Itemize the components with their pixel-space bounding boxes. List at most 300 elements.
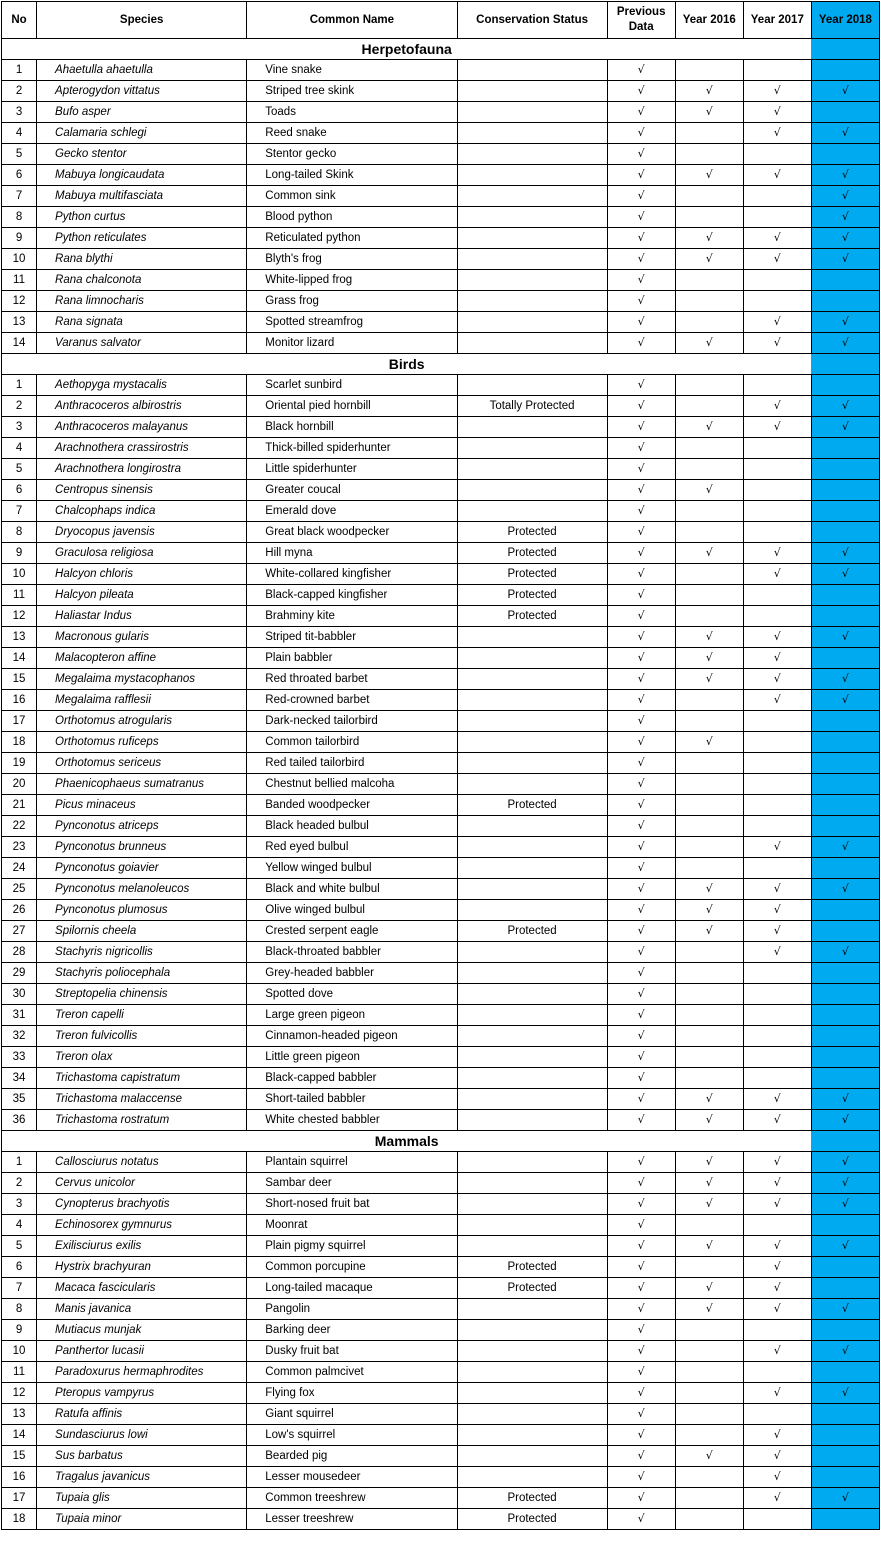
year-2018-cell <box>811 753 879 774</box>
previous-data-cell <box>607 1068 675 1089</box>
row-number: 18 <box>2 1509 37 1530</box>
check-mark-icon: √ <box>637 504 645 517</box>
table-row <box>2 1026 880 1047</box>
table-row <box>2 228 880 249</box>
species-name: Anthracoceros malayanus <box>37 417 247 438</box>
table-row <box>2 522 880 543</box>
check-mark-icon: √ <box>773 315 781 328</box>
table-row <box>2 1299 880 1320</box>
species-name: Callosciurus notatus <box>37 1152 247 1173</box>
check-mark-icon: √ <box>637 1428 645 1441</box>
check-mark-icon: √ <box>637 1491 645 1504</box>
common-name: Common treeshrew <box>247 1488 457 1509</box>
check-mark-icon: √ <box>841 168 849 181</box>
year-2017-cell <box>743 837 811 858</box>
row-number: 16 <box>2 690 37 711</box>
check-mark-icon: √ <box>773 1281 781 1294</box>
year-2018-cell <box>811 102 879 123</box>
check-mark-icon: √ <box>841 630 849 643</box>
row-number: 4 <box>2 1215 37 1236</box>
check-mark-icon: √ <box>637 378 645 391</box>
year-2018-cell <box>811 711 879 732</box>
conservation-status: Totally Protected <box>457 396 607 417</box>
check-mark-icon: √ <box>637 987 645 1000</box>
year-2018-cell <box>811 942 879 963</box>
table-row <box>2 837 880 858</box>
species-name: Rana chalconota <box>37 270 247 291</box>
row-number: 12 <box>2 1383 37 1404</box>
year-2018-cell <box>811 333 879 354</box>
row-number: 29 <box>2 963 37 984</box>
check-mark-icon: √ <box>841 1197 849 1210</box>
conservation-status <box>457 81 607 102</box>
year-2017-cell <box>743 564 811 585</box>
common-name: Vine snake <box>247 60 457 81</box>
check-mark-icon: √ <box>637 945 645 958</box>
conservation-status: Protected <box>457 606 607 627</box>
common-name: Sambar deer <box>247 1173 457 1194</box>
common-name: Reed snake <box>247 123 457 144</box>
check-mark-icon: √ <box>841 420 849 433</box>
previous-data-cell <box>607 963 675 984</box>
year-2016-cell <box>675 1467 743 1488</box>
check-mark-icon: √ <box>637 1365 645 1378</box>
common-name: Monitor lizard <box>247 333 457 354</box>
year-2016-cell <box>675 1236 743 1257</box>
conservation-status <box>457 1215 607 1236</box>
previous-data-cell <box>607 1278 675 1299</box>
year-2016-cell <box>675 1446 743 1467</box>
check-mark-icon: √ <box>773 1176 781 1189</box>
table-row <box>2 711 880 732</box>
year-2018-cell <box>811 1383 879 1404</box>
species-name: Stachyris poliocephala <box>37 963 247 984</box>
check-mark-icon: √ <box>637 1155 645 1168</box>
common-name: Little green pigeon <box>247 1047 457 1068</box>
previous-data-cell <box>607 60 675 81</box>
check-mark-icon: √ <box>773 651 781 664</box>
previous-data-cell <box>607 249 675 270</box>
year-2016-cell <box>675 879 743 900</box>
year-2018-cell <box>811 312 879 333</box>
common-name: Pangolin <box>247 1299 457 1320</box>
conservation-status <box>457 144 607 165</box>
check-mark-icon: √ <box>841 336 849 349</box>
row-number: 6 <box>2 480 37 501</box>
table-row <box>2 753 880 774</box>
species-name: Panthertor lucasii <box>37 1341 247 1362</box>
previous-data-cell <box>607 228 675 249</box>
previous-data-cell <box>607 543 675 564</box>
year-2018-cell <box>811 501 879 522</box>
section-title: Herpetofauna <box>2 39 812 60</box>
check-mark-icon: √ <box>637 1050 645 1063</box>
year-2017-cell <box>743 753 811 774</box>
conservation-status <box>457 333 607 354</box>
previous-data-cell <box>607 270 675 291</box>
check-mark-icon: √ <box>773 126 781 139</box>
check-mark-icon: √ <box>637 966 645 979</box>
section-header-row <box>2 39 880 60</box>
year-2017-cell <box>743 606 811 627</box>
conservation-status <box>457 501 607 522</box>
species-name: Anthracoceros albirostris <box>37 396 247 417</box>
row-number: 3 <box>2 417 37 438</box>
conservation-status <box>457 1026 607 1047</box>
year-2018-cell <box>811 459 879 480</box>
year-2017-cell <box>743 480 811 501</box>
year-2016-cell <box>675 249 743 270</box>
year-2016-cell <box>675 543 743 564</box>
species-name: Mabuya multifasciata <box>37 186 247 207</box>
year-2016-cell <box>675 774 743 795</box>
common-name: Black-capped kingfisher <box>247 585 457 606</box>
table-row <box>2 60 880 81</box>
check-mark-icon: √ <box>705 1281 713 1294</box>
previous-data-cell <box>607 123 675 144</box>
year-2018-highlight-cell <box>811 354 879 375</box>
check-mark-icon: √ <box>637 1512 645 1525</box>
check-mark-icon: √ <box>637 630 645 643</box>
common-name: Crested serpent eagle <box>247 921 457 942</box>
table-row <box>2 669 880 690</box>
common-name: Red throated barbet <box>247 669 457 690</box>
common-name: Spotted streamfrog <box>247 312 457 333</box>
check-mark-icon: √ <box>773 1239 781 1252</box>
check-mark-icon: √ <box>841 546 849 559</box>
check-mark-icon: √ <box>637 609 645 622</box>
previous-data-cell <box>607 1257 675 1278</box>
check-mark-icon: √ <box>637 651 645 664</box>
year-2018-cell <box>811 1341 879 1362</box>
year-2016-cell <box>675 984 743 1005</box>
previous-data-cell <box>607 879 675 900</box>
check-mark-icon: √ <box>773 252 781 265</box>
table-row <box>2 249 880 270</box>
species-name: Treron olax <box>37 1047 247 1068</box>
conservation-status <box>457 1173 607 1194</box>
previous-data-cell <box>607 501 675 522</box>
conservation-status <box>457 900 607 921</box>
row-number: 11 <box>2 585 37 606</box>
common-name: Red tailed tailorbird <box>247 753 457 774</box>
row-number: 10 <box>2 1341 37 1362</box>
conservation-status <box>457 1341 607 1362</box>
year-2018-cell <box>811 921 879 942</box>
year-2018-cell <box>811 1026 879 1047</box>
row-number: 4 <box>2 438 37 459</box>
year-2016-cell <box>675 963 743 984</box>
conservation-status <box>457 1467 607 1488</box>
conservation-status <box>457 963 607 984</box>
common-name: Black-capped babbler <box>247 1068 457 1089</box>
species-name: Rana signata <box>37 312 247 333</box>
header-year-2018: Year 2018 <box>811 2 879 39</box>
species-name: Graculosa religiosa <box>37 543 247 564</box>
previous-data-cell <box>607 144 675 165</box>
year-2016-cell <box>675 1173 743 1194</box>
check-mark-icon: √ <box>773 105 781 118</box>
year-2017-cell <box>743 81 811 102</box>
check-mark-icon: √ <box>773 336 781 349</box>
year-2016-cell <box>675 438 743 459</box>
check-mark-icon: √ <box>637 1176 645 1189</box>
conservation-status <box>457 375 607 396</box>
common-name: Lesser treeshrew <box>247 1509 457 1530</box>
table-row <box>2 438 880 459</box>
species-name: Dryocopus javensis <box>37 522 247 543</box>
previous-data-cell <box>607 165 675 186</box>
check-mark-icon: √ <box>637 1449 645 1462</box>
common-name: Reticulated python <box>247 228 457 249</box>
check-mark-icon: √ <box>637 693 645 706</box>
check-mark-icon: √ <box>637 1344 645 1357</box>
year-2016-cell <box>675 1026 743 1047</box>
check-mark-icon: √ <box>637 462 645 475</box>
year-2016-cell <box>675 1089 743 1110</box>
previous-data-cell <box>607 1404 675 1425</box>
year-2017-cell <box>743 942 811 963</box>
table-row <box>2 1194 880 1215</box>
year-2018-cell <box>811 1257 879 1278</box>
check-mark-icon: √ <box>637 1239 645 1252</box>
common-name: Dark-necked tailorbird <box>247 711 457 732</box>
table-row <box>2 1446 880 1467</box>
conservation-status <box>457 1362 607 1383</box>
year-2016-cell <box>675 207 743 228</box>
table-row <box>2 144 880 165</box>
year-2018-cell <box>811 1362 879 1383</box>
species-name: Tragalus javanicus <box>37 1467 247 1488</box>
previous-data-cell <box>607 1425 675 1446</box>
year-2016-cell <box>675 1278 743 1299</box>
check-mark-icon: √ <box>637 1470 645 1483</box>
previous-data-cell <box>607 102 675 123</box>
row-number: 12 <box>2 606 37 627</box>
year-2017-cell <box>743 60 811 81</box>
conservation-status <box>457 1446 607 1467</box>
row-number: 26 <box>2 900 37 921</box>
year-2018-cell <box>811 816 879 837</box>
year-2018-cell <box>811 879 879 900</box>
common-name: Short-nosed fruit bat <box>247 1194 457 1215</box>
table-row <box>2 1215 880 1236</box>
species-name: Orthotomus sericeus <box>37 753 247 774</box>
check-mark-icon: √ <box>637 882 645 895</box>
year-2018-cell <box>811 1152 879 1173</box>
previous-data-cell <box>607 627 675 648</box>
conservation-status <box>457 837 607 858</box>
conservation-status <box>457 1068 607 1089</box>
year-2018-cell <box>811 186 879 207</box>
previous-data-cell <box>607 858 675 879</box>
check-mark-icon: √ <box>773 84 781 97</box>
previous-data-cell <box>607 207 675 228</box>
year-2016-cell <box>675 375 743 396</box>
conservation-status <box>457 1110 607 1131</box>
year-2018-cell <box>811 1236 879 1257</box>
conservation-status <box>457 291 607 312</box>
check-mark-icon: √ <box>773 840 781 853</box>
year-2016-cell <box>675 1299 743 1320</box>
row-number: 10 <box>2 564 37 585</box>
year-2016-cell <box>675 165 743 186</box>
year-2017-cell <box>743 102 811 123</box>
table-row <box>2 879 880 900</box>
common-name: Emerald dove <box>247 501 457 522</box>
year-2017-cell <box>743 1404 811 1425</box>
check-mark-icon: √ <box>773 693 781 706</box>
table-row <box>2 1152 880 1173</box>
common-name: Oriental pied hornbill <box>247 396 457 417</box>
year-2018-cell <box>811 123 879 144</box>
year-2017-cell <box>743 984 811 1005</box>
check-mark-icon: √ <box>773 1113 781 1126</box>
previous-data-cell <box>607 312 675 333</box>
check-mark-icon: √ <box>637 1008 645 1021</box>
row-number: 16 <box>2 1467 37 1488</box>
row-number: 6 <box>2 165 37 186</box>
year-2016-cell <box>675 606 743 627</box>
species-name: Treron capelli <box>37 1005 247 1026</box>
conservation-status: Protected <box>457 522 607 543</box>
check-mark-icon: √ <box>705 336 713 349</box>
row-number: 3 <box>2 1194 37 1215</box>
species-name: Pynconotus melanoleucos <box>37 879 247 900</box>
species-name: Malacopteron affine <box>37 648 247 669</box>
conservation-status <box>457 984 607 1005</box>
row-number: 34 <box>2 1068 37 1089</box>
table-row <box>2 732 880 753</box>
previous-data-cell <box>607 438 675 459</box>
conservation-status <box>457 816 607 837</box>
year-2016-cell <box>675 942 743 963</box>
year-2018-cell <box>811 291 879 312</box>
row-number: 11 <box>2 270 37 291</box>
check-mark-icon: √ <box>773 1386 781 1399</box>
table-row <box>2 585 880 606</box>
year-2018-cell <box>811 963 879 984</box>
check-mark-icon: √ <box>841 1155 849 1168</box>
header-year-2017: Year 2017 <box>743 2 811 39</box>
year-2016-cell <box>675 648 743 669</box>
previous-data-cell <box>607 942 675 963</box>
previous-data-cell <box>607 81 675 102</box>
check-mark-icon: √ <box>705 231 713 244</box>
common-name: Black-throated babbler <box>247 942 457 963</box>
check-mark-icon: √ <box>705 1449 713 1462</box>
species-name: Hystrix brachyuran <box>37 1257 247 1278</box>
previous-data-cell <box>607 711 675 732</box>
common-name: Low's squirrel <box>247 1425 457 1446</box>
previous-data-cell <box>607 774 675 795</box>
year-2017-cell <box>743 186 811 207</box>
row-number: 14 <box>2 1425 37 1446</box>
check-mark-icon: √ <box>841 84 849 97</box>
species-name: Macronous gularis <box>37 627 247 648</box>
check-mark-icon: √ <box>773 924 781 937</box>
year-2016-cell <box>675 270 743 291</box>
previous-data-cell <box>607 753 675 774</box>
common-name: Great black woodpecker <box>247 522 457 543</box>
row-number: 3 <box>2 102 37 123</box>
year-2017-cell <box>743 1425 811 1446</box>
year-2018-cell <box>811 648 879 669</box>
year-2017-cell <box>743 1446 811 1467</box>
row-number: 13 <box>2 627 37 648</box>
common-name: Cinnamon-headed pigeon <box>247 1026 457 1047</box>
check-mark-icon: √ <box>637 924 645 937</box>
year-2017-cell <box>743 732 811 753</box>
check-mark-icon: √ <box>637 399 645 412</box>
check-mark-icon: √ <box>637 756 645 769</box>
year-2016-cell <box>675 396 743 417</box>
previous-data-cell <box>607 900 675 921</box>
year-2016-cell <box>675 1488 743 1509</box>
conservation-status <box>457 858 607 879</box>
table-row <box>2 564 880 585</box>
common-name: Common palmcivet <box>247 1362 457 1383</box>
year-2017-cell <box>743 228 811 249</box>
table-row <box>2 102 880 123</box>
year-2017-cell <box>743 1467 811 1488</box>
species-name: Halcyon pileata <box>37 585 247 606</box>
check-mark-icon: √ <box>705 735 713 748</box>
year-2016-cell <box>675 1404 743 1425</box>
table-row <box>2 1236 880 1257</box>
check-mark-icon: √ <box>637 1071 645 1084</box>
year-2016-cell <box>675 1383 743 1404</box>
check-mark-icon: √ <box>773 546 781 559</box>
header-previous-data: Previous Data <box>607 2 675 39</box>
table-row <box>2 984 880 1005</box>
check-mark-icon: √ <box>637 126 645 139</box>
check-mark-icon: √ <box>637 147 645 160</box>
year-2018-cell <box>811 543 879 564</box>
year-2017-cell <box>743 375 811 396</box>
species-name: Calamaria schlegi <box>37 123 247 144</box>
table-row <box>2 1110 880 1131</box>
row-number: 9 <box>2 543 37 564</box>
conservation-status <box>457 60 607 81</box>
check-mark-icon: √ <box>841 1491 849 1504</box>
check-mark-icon: √ <box>705 924 713 937</box>
species-name: Mutiacus munjak <box>37 1320 247 1341</box>
year-2018-cell <box>811 732 879 753</box>
table-row <box>2 480 880 501</box>
year-2018-cell <box>811 1089 879 1110</box>
year-2017-cell <box>743 459 811 480</box>
section-title: Mammals <box>2 1131 812 1152</box>
conservation-status: Protected <box>457 585 607 606</box>
check-mark-icon: √ <box>841 693 849 706</box>
check-mark-icon: √ <box>841 1344 849 1357</box>
species-name: Cervus unicolor <box>37 1173 247 1194</box>
check-mark-icon: √ <box>705 1092 713 1105</box>
check-mark-icon: √ <box>773 1344 781 1357</box>
year-2017-cell <box>743 1509 811 1530</box>
conservation-status <box>457 648 607 669</box>
check-mark-icon: √ <box>705 672 713 685</box>
conservation-status <box>457 690 607 711</box>
table-row <box>2 1383 880 1404</box>
common-name: Black hornbill <box>247 417 457 438</box>
common-name: Thick-billed spiderhunter <box>247 438 457 459</box>
row-number: 4 <box>2 123 37 144</box>
check-mark-icon: √ <box>841 1386 849 1399</box>
previous-data-cell <box>607 1362 675 1383</box>
previous-data-cell <box>607 1509 675 1530</box>
